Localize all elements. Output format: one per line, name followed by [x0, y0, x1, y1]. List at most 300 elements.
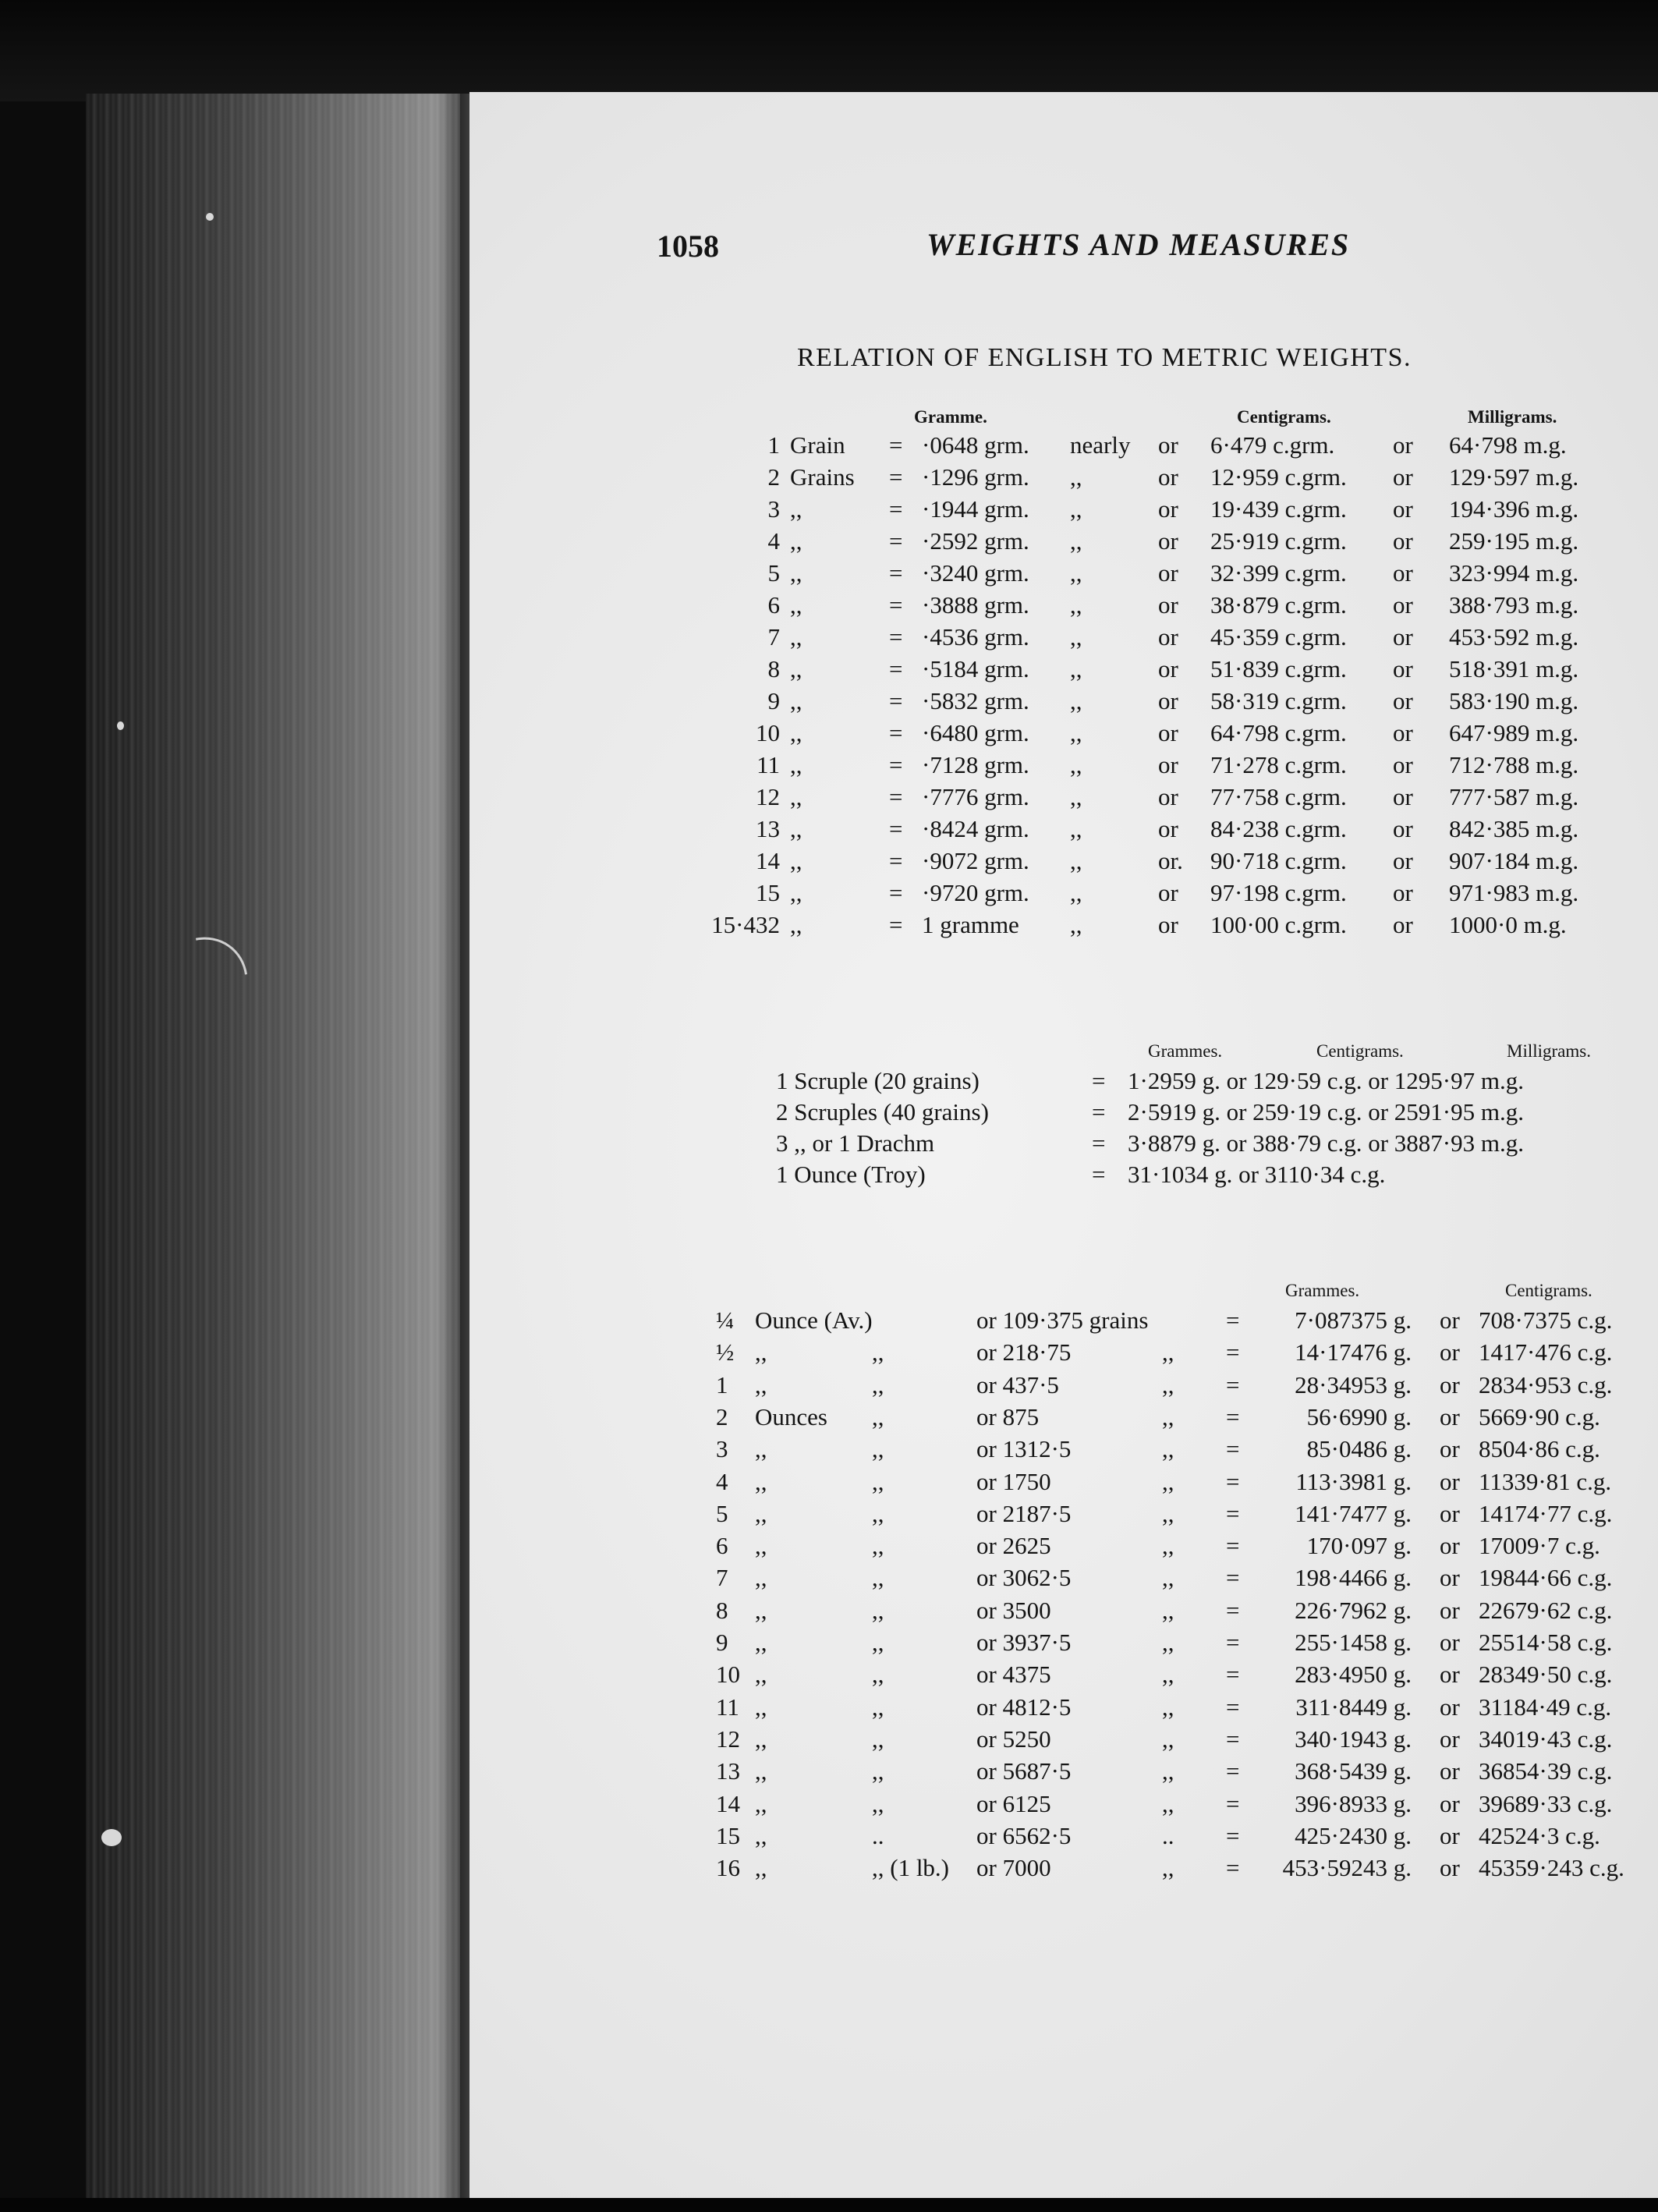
table-row — [0, 1468, 1658, 1499]
ditto-mark: ,, — [872, 1693, 884, 1721]
or-word: or — [1440, 1693, 1460, 1721]
ditto-mark: ,, — [1162, 1661, 1174, 1689]
grains-value: or 5687·5 — [976, 1757, 1072, 1785]
table-row — [0, 815, 1658, 846]
unit-label: Ounces — [755, 1402, 827, 1430]
or-word: or — [1393, 559, 1413, 587]
gramme-value: ·7776 grm. — [922, 783, 1029, 810]
ditto-mark: ,, — [1070, 559, 1082, 587]
unit-label: ,, — [790, 847, 802, 874]
milligram-value: 453·592 m.g. — [1449, 623, 1579, 650]
centigram-value: 12·959 c.grm. — [1210, 463, 1347, 491]
milligram-value: 583·190 m.g. — [1449, 687, 1579, 714]
row-number: ¼ — [716, 1306, 735, 1334]
centigram-value: 42524·3 c.g. — [1479, 1821, 1600, 1849]
centigram-value: 1417·476 c.g. — [1479, 1338, 1613, 1367]
or-word: or — [1393, 527, 1413, 555]
metric-values: 2·5919 g. or 259·19 c.g. or 2591·95 m.g. — [1128, 1098, 1524, 1125]
unit-label: ,, — [755, 1629, 767, 1656]
or-word: or — [1158, 783, 1178, 810]
or-word: or — [1440, 1564, 1460, 1592]
equals-sign: = — [889, 847, 903, 874]
gramme-value: 396·8933 g. — [1295, 1789, 1412, 1817]
grains-value: or 3062·5 — [976, 1564, 1072, 1592]
table-row — [0, 1067, 1658, 1098]
unit-label: ,, — [755, 1499, 767, 1527]
unit-label: Grain — [790, 431, 845, 459]
ditto-mark: ,, — [1162, 1467, 1174, 1495]
table-row — [0, 847, 1658, 878]
grains-value: or 6562·5 — [976, 1821, 1072, 1849]
ditto-mark: ,, — [1070, 911, 1082, 938]
table-row — [0, 1629, 1658, 1660]
or-word: or — [1158, 751, 1178, 778]
column-header-gramme: Gramme. — [914, 407, 987, 427]
ditto-mark: ,, — [872, 1467, 884, 1495]
gramme-value: ·1296 grm. — [922, 463, 1029, 491]
table-row — [0, 623, 1658, 654]
gramme-value: ·7128 grm. — [922, 751, 1029, 778]
gramme-value: 170·097 g. — [1306, 1532, 1412, 1560]
row-number: 1 — [767, 431, 780, 459]
or-word: or — [1440, 1306, 1460, 1334]
gramme-value: 7·087375 g. — [1295, 1306, 1412, 1334]
unit-label: ,, — [755, 1789, 767, 1817]
centigram-value: 2834·953 c.g. — [1479, 1370, 1613, 1398]
or-word: or — [1393, 495, 1413, 523]
equals-sign: = — [889, 591, 903, 619]
scan-background — [0, 0, 1658, 101]
or-word: or — [1440, 1629, 1460, 1656]
table-row — [0, 783, 1658, 814]
ditto-mark: ,, — [1070, 815, 1082, 842]
ditto-mark: ,, — [872, 1564, 884, 1592]
unit-label: ,, — [755, 1693, 767, 1721]
gramme-value: 1 gramme — [922, 911, 1019, 938]
column-header-milligrams: Milligrams. — [1507, 1041, 1591, 1061]
table-row — [0, 1757, 1658, 1788]
gramme-value: ·1944 grm. — [922, 495, 1029, 523]
or-word: or — [1393, 911, 1413, 938]
or-word: or — [1393, 751, 1413, 778]
table-row — [0, 751, 1658, 782]
unit-label: ,, — [790, 559, 802, 587]
equals-sign: = — [1226, 1564, 1240, 1592]
grains-value: or 218·75 — [976, 1338, 1072, 1367]
row-number: 15·432 — [711, 911, 780, 938]
table-row — [0, 1306, 1658, 1338]
row-number: 7 — [716, 1564, 728, 1592]
row-number: 4 — [716, 1467, 728, 1495]
table-row — [0, 1129, 1658, 1161]
equals-sign: = — [889, 911, 903, 938]
grains-value: or 109·375 grains — [976, 1306, 1149, 1334]
centigram-value: 8504·86 c.g. — [1479, 1435, 1600, 1463]
table-row — [0, 591, 1658, 622]
gramme-value: 113·3981 g. — [1295, 1467, 1412, 1495]
or-word: or — [1440, 1435, 1460, 1463]
unit-label: ,, — [755, 1821, 767, 1849]
running-head: WEIGHTS AND MEASURES — [926, 227, 1351, 262]
or-word: or — [1158, 559, 1178, 587]
or-word: or — [1440, 1661, 1460, 1689]
ditto-mark: ,, — [1162, 1370, 1174, 1398]
centigram-value: 36854·39 c.g. — [1479, 1757, 1613, 1785]
equals-sign: = — [1226, 1693, 1240, 1721]
column-header-grammes: Grammes. — [1148, 1041, 1223, 1061]
ditto-mark: ,, — [872, 1789, 884, 1817]
metric-values: 31·1034 g. or 3110·34 c.g. — [1128, 1161, 1386, 1188]
or-word: or — [1393, 655, 1413, 682]
ditto-mark: ,, — [872, 1499, 884, 1527]
milligram-value: 259·195 m.g. — [1449, 527, 1579, 555]
centigram-value: 45·359 c.grm. — [1210, 623, 1347, 650]
ditto-mark: ,, — [1162, 1402, 1174, 1430]
table-row — [0, 1098, 1658, 1129]
row-number: 14 — [716, 1789, 740, 1817]
or-word: or — [1393, 591, 1413, 619]
unit-label: ,, — [790, 719, 802, 746]
grains-value: or 5250 — [976, 1725, 1051, 1753]
ditto-mark: ,, — [1162, 1596, 1174, 1624]
equals-sign: = — [1092, 1161, 1106, 1188]
milligram-value: 64·798 m.g. — [1449, 431, 1567, 459]
centigram-value: 34019·43 c.g. — [1479, 1725, 1613, 1753]
milligram-value: 842·385 m.g. — [1449, 815, 1579, 842]
or-word: or — [1393, 431, 1413, 459]
row-number: 16 — [716, 1854, 740, 1882]
equals-sign: = — [889, 623, 903, 650]
milligram-value: 388·793 m.g. — [1449, 591, 1579, 619]
gramme-value: 141·7477 g. — [1295, 1499, 1412, 1527]
equals-sign: = — [1226, 1661, 1240, 1689]
equals-sign: = — [1226, 1757, 1240, 1785]
equals-sign: = — [1226, 1338, 1240, 1367]
unit-label: 1 Scruple (20 grains) — [776, 1067, 980, 1094]
milligram-value: 518·391 m.g. — [1449, 655, 1579, 682]
centigram-value: 28349·50 c.g. — [1479, 1661, 1613, 1689]
row-number: 4 — [767, 527, 780, 555]
gramme-value: 283·4950 g. — [1295, 1661, 1412, 1689]
centigram-value: 25·919 c.grm. — [1210, 527, 1347, 555]
equals-sign: = — [889, 495, 903, 523]
equals-sign: = — [1226, 1435, 1240, 1463]
table-row — [0, 1403, 1658, 1434]
centigram-value: 38·879 c.grm. — [1210, 591, 1347, 619]
row-number: 15 — [716, 1821, 740, 1849]
table-row — [0, 495, 1658, 526]
gramme-value: ·9720 grm. — [922, 879, 1029, 906]
ditto-mark: ,, — [1070, 687, 1082, 714]
column-header-centigrams: Centigrams. — [1505, 1281, 1592, 1300]
gramme-value: ·5184 grm. — [922, 655, 1029, 682]
grains-value: or 4812·5 — [976, 1693, 1072, 1721]
row-number: 8 — [767, 655, 780, 682]
milligram-value: 1000·0 m.g. — [1449, 911, 1567, 938]
table-row — [0, 1725, 1658, 1756]
or-word: or — [1440, 1854, 1460, 1882]
ditto-mark: ,, — [1070, 591, 1082, 619]
grains-value: or 3500 — [976, 1596, 1051, 1624]
centigram-value: 90·718 c.grm. — [1210, 847, 1347, 874]
centigram-value: 14174·77 c.g. — [1479, 1499, 1613, 1527]
unit-label: ,, — [755, 1532, 767, 1560]
page-number: 1058 — [657, 229, 719, 264]
column-header-milligrams: Milligrams. — [1468, 407, 1557, 427]
ditto-mark: ,, — [1070, 847, 1082, 874]
unit-label: ,, — [790, 591, 802, 619]
centigram-value: 97·198 c.grm. — [1210, 879, 1347, 906]
equals-sign: = — [1226, 1789, 1240, 1817]
equals-sign: = — [889, 879, 903, 906]
unit-label: ,, — [790, 911, 802, 938]
gramme-value: 340·1943 g. — [1295, 1725, 1412, 1753]
centigram-value: 31184·49 c.g. — [1479, 1693, 1612, 1721]
equals-sign: = — [1226, 1499, 1240, 1527]
or-word: or — [1440, 1725, 1460, 1753]
row-number: 2 — [716, 1402, 728, 1430]
table-row — [0, 1161, 1658, 1192]
table-row — [0, 527, 1658, 558]
row-number: 15 — [756, 879, 780, 906]
ditto-mark: ,, — [1162, 1338, 1174, 1367]
equals-sign: = — [1092, 1067, 1106, 1094]
grains-value: or 875 — [976, 1402, 1040, 1430]
gramme-value: 453·59243 g. — [1282, 1854, 1412, 1882]
milligram-value: 323·994 m.g. — [1449, 559, 1579, 587]
centigram-value: 100·00 c.grm. — [1210, 911, 1347, 938]
row-number: 6 — [716, 1532, 728, 1560]
centigram-value: 84·238 c.grm. — [1210, 815, 1347, 842]
or-word: or — [1158, 655, 1178, 682]
centigram-value: 708·7375 c.g. — [1479, 1306, 1613, 1334]
grains-value: or 2625 — [976, 1532, 1051, 1560]
row-number: 11 — [756, 751, 780, 778]
or-word: or — [1440, 1821, 1460, 1849]
table-row — [0, 879, 1658, 910]
unit-label: ,, — [755, 1338, 767, 1367]
row-number: 7 — [767, 623, 780, 650]
or-word: or — [1158, 623, 1178, 650]
grains-value: or 1312·5 — [976, 1435, 1072, 1463]
ditto-mark: ,, — [872, 1596, 884, 1624]
centigram-value: 11339·81 c.g. — [1479, 1467, 1612, 1495]
unit-label: ,, — [790, 751, 802, 778]
centigram-value: 32·399 c.grm. — [1210, 559, 1347, 587]
equals-sign: = — [1226, 1596, 1240, 1624]
centigram-value: 51·839 c.grm. — [1210, 655, 1347, 682]
equals-sign: = — [889, 431, 903, 459]
unit-label: ,, — [790, 783, 802, 810]
table-row — [0, 431, 1658, 463]
unit-label: ,, — [755, 1467, 767, 1495]
ditto-mark: ,, — [1162, 1564, 1174, 1592]
equals-sign: = — [1226, 1854, 1240, 1882]
equals-sign: = — [1226, 1306, 1240, 1334]
scan-bottom-edge — [0, 2198, 1658, 2212]
ditto-mark: ,, — [1162, 1629, 1174, 1656]
row-number: 13 — [716, 1757, 740, 1785]
equals-sign: = — [889, 687, 903, 714]
or-word: or — [1158, 687, 1178, 714]
milligram-value: 907·184 m.g. — [1449, 847, 1579, 874]
table-row — [0, 1854, 1658, 1885]
centigram-value: 19·439 c.grm. — [1210, 495, 1347, 523]
ditto-mark: ,, — [872, 1338, 884, 1367]
gramme-value: 226·7962 g. — [1295, 1596, 1412, 1624]
unit-label: ,, — [755, 1596, 767, 1624]
grains-value: or 1750 — [976, 1467, 1051, 1495]
grains-value: or 7000 — [976, 1854, 1051, 1882]
row-number: 13 — [756, 815, 780, 842]
column-header-centigrams: Centigrams. — [1316, 1041, 1404, 1061]
gramme-value: ·2592 grm. — [922, 527, 1029, 555]
ditto-mark: ,, — [872, 1370, 884, 1398]
grains-value: or 3937·5 — [976, 1629, 1072, 1656]
centigram-value: 58·319 c.grm. — [1210, 687, 1347, 714]
gramme-value: ·5832 grm. — [922, 687, 1029, 714]
row-number: 10 — [756, 719, 780, 746]
ditto-mark: ,, — [872, 1757, 884, 1785]
or-word: or — [1393, 687, 1413, 714]
section-title: RELATION OF ENGLISH TO METRIC WEIGHTS. — [797, 343, 1412, 372]
unit-label: ,, — [790, 623, 802, 650]
milligram-value: 971·983 m.g. — [1449, 879, 1579, 906]
equals-sign: = — [1226, 1532, 1240, 1560]
unit-label: ,, — [755, 1564, 767, 1592]
unit-label: ,, — [755, 1757, 767, 1785]
or-word: or — [1158, 879, 1178, 906]
row-number: ½ — [716, 1338, 735, 1367]
equals-sign: = — [889, 527, 903, 555]
ditto-mark: ,, — [1162, 1757, 1174, 1785]
unit-label: ,, — [790, 879, 802, 906]
centigram-value: 39689·33 c.g. — [1479, 1789, 1613, 1817]
unit-label: ,, — [790, 495, 802, 523]
or-word: or — [1440, 1467, 1460, 1495]
unit-label: ,, — [790, 687, 802, 714]
table-row — [0, 1371, 1658, 1402]
grains-value: or 4375 — [976, 1661, 1051, 1689]
or-word: or — [1393, 719, 1413, 746]
or-word: or — [1158, 911, 1178, 938]
or-word: or — [1440, 1757, 1460, 1785]
ditto-mark: ,, — [1070, 495, 1082, 523]
row-number: 10 — [716, 1661, 740, 1689]
gramme-value: ·0648 grm. — [922, 431, 1029, 459]
unit-label: 3 ,, or 1 Drachm — [776, 1129, 935, 1157]
or-word: or — [1158, 495, 1178, 523]
or-word: or — [1393, 783, 1413, 810]
or-word: or — [1440, 1402, 1460, 1430]
ditto-mark: ,, — [1070, 463, 1082, 491]
or-word: or — [1158, 815, 1178, 842]
unit-label: Grains — [790, 463, 855, 491]
ditto-mark: ,, — [1162, 1854, 1174, 1882]
equals-sign: = — [1226, 1370, 1240, 1398]
row-number: 12 — [756, 783, 780, 810]
or-word: or — [1440, 1499, 1460, 1527]
ditto-mark: ,, — [1162, 1435, 1174, 1463]
table-row — [0, 1338, 1658, 1370]
gramme-value: ·6480 grm. — [922, 719, 1029, 746]
row-number: 8 — [716, 1596, 728, 1624]
centigram-value: 22679·62 c.g. — [1479, 1596, 1613, 1624]
milligram-value: 129·597 m.g. — [1449, 463, 1579, 491]
metric-values: 1·2959 g. or 129·59 c.g. or 1295·97 m.g. — [1128, 1067, 1524, 1094]
or-word: or — [1440, 1338, 1460, 1367]
table-row — [0, 1564, 1658, 1595]
or-word: or — [1158, 591, 1178, 619]
ditto-mark: ,, — [872, 1661, 884, 1689]
ditto-mark: ,, — [1070, 623, 1082, 650]
ditto-mark: ,, — [872, 1725, 884, 1753]
or-word: or — [1393, 847, 1413, 874]
row-number: 5 — [767, 559, 780, 587]
centigram-value: 25514·58 c.g. — [1479, 1629, 1613, 1656]
unit-label: ,, — [755, 1661, 767, 1689]
unit-label: ,, — [755, 1725, 767, 1753]
or-word: or. — [1158, 847, 1183, 874]
row-number: 9 — [716, 1629, 728, 1656]
ditto-mark: ,, — [1162, 1725, 1174, 1753]
or-word: or — [1440, 1370, 1460, 1398]
gramme-value: ·3888 grm. — [922, 591, 1029, 619]
centigram-value: 64·798 c.grm. — [1210, 719, 1347, 746]
table-row — [0, 1435, 1658, 1466]
table-row — [0, 1597, 1658, 1628]
gramme-value: 311·8449 g. — [1295, 1693, 1412, 1721]
milligram-value: 712·788 m.g. — [1449, 751, 1579, 778]
equals-sign: = — [889, 559, 903, 587]
row-number: 14 — [756, 847, 780, 874]
unit-label: ,, — [755, 1435, 767, 1463]
table-row — [0, 1822, 1658, 1853]
table-row — [0, 1693, 1658, 1725]
equals-sign: = — [1226, 1467, 1240, 1495]
row-number: 12 — [716, 1725, 740, 1753]
gramme-value: 28·34953 g. — [1295, 1370, 1412, 1398]
gramme-value: 14·17476 g. — [1295, 1338, 1412, 1367]
unit-label: ,, — [790, 655, 802, 682]
unit-label: ,, — [790, 815, 802, 842]
equals-sign: = — [1092, 1129, 1106, 1157]
or-word: or — [1393, 815, 1413, 842]
grains-value: or 6125 — [976, 1789, 1051, 1817]
ditto-mark: ,, — [872, 1435, 884, 1463]
unit-label: ,, — [755, 1854, 767, 1882]
equals-sign: = — [889, 463, 903, 491]
ditto-mark: ,, — [872, 1629, 884, 1656]
row-number: 11 — [716, 1693, 739, 1721]
grains-value: or 2187·5 — [976, 1499, 1072, 1527]
table-row — [0, 1500, 1658, 1531]
dust-speck — [206, 213, 214, 221]
table-row — [0, 1790, 1658, 1821]
gramme-value: 368·5439 g. — [1295, 1757, 1412, 1785]
equals-sign: = — [1092, 1098, 1106, 1125]
ditto-mark: ,, — [1070, 751, 1082, 778]
or-word: or — [1158, 527, 1178, 555]
gramme-value: ·9072 grm. — [922, 847, 1029, 874]
table-row — [0, 911, 1658, 942]
equals-sign: = — [889, 655, 903, 682]
ditto-mark: ,, — [1070, 783, 1082, 810]
or-word: or — [1158, 431, 1178, 459]
row-number: 3 — [767, 495, 780, 523]
ditto-mark: ,, — [1070, 879, 1082, 906]
or-word: or — [1158, 463, 1178, 491]
